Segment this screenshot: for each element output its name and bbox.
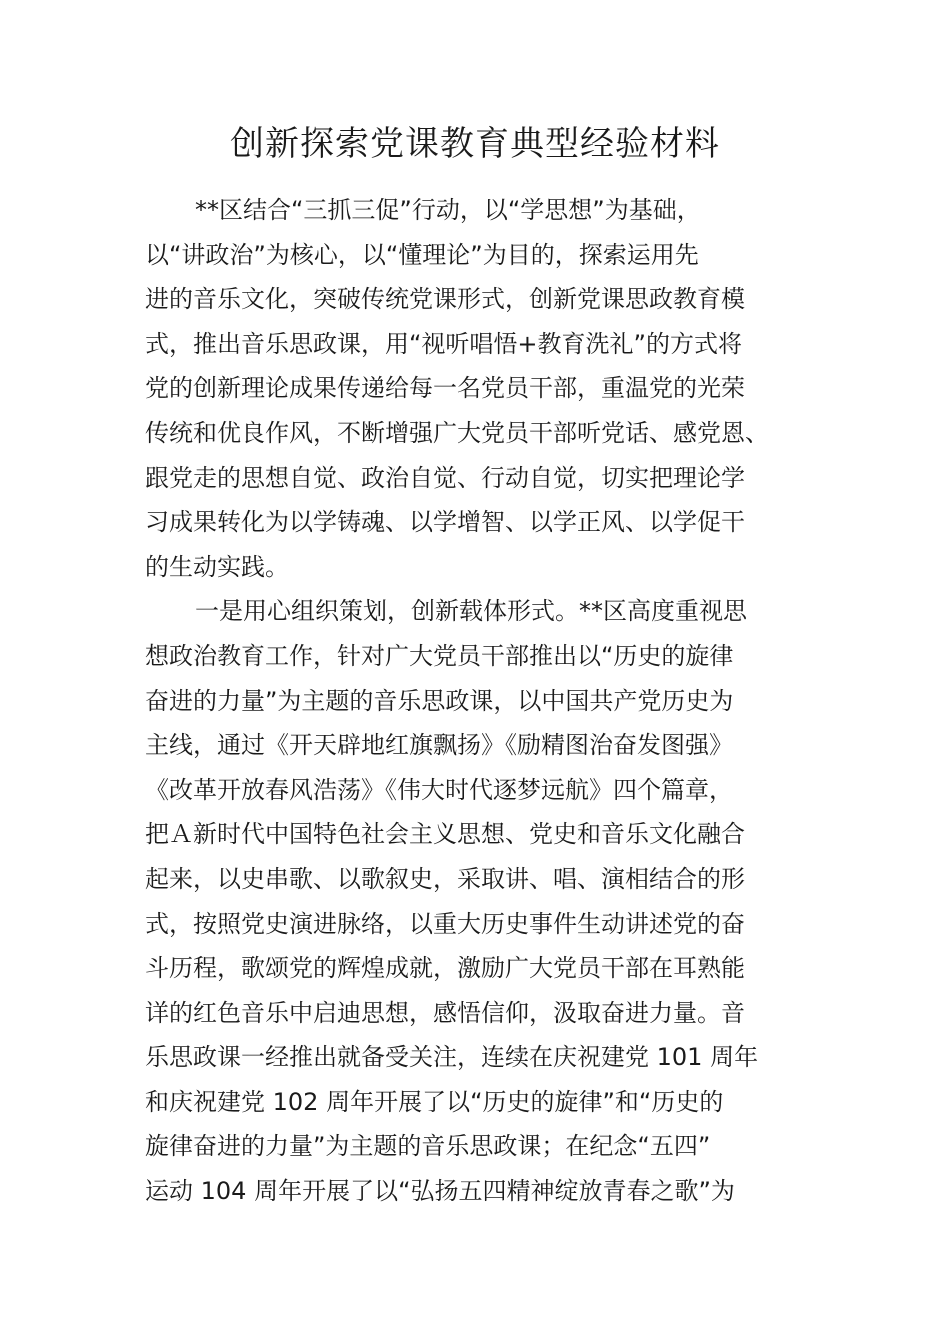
paragraph-2-line-10: 详的红色音乐中启迪思想，感悟信仰，汲取奋进力量。音 (145, 998, 745, 1027)
paragraph-1-line-1: **区结合“三抓三促”行动，以“学思想”为基础， (195, 196, 701, 224)
paragraph-1-line-4: 式，推出音乐思政课，用“视听唱悟+教育洗礼”的方式将 (145, 329, 742, 358)
paragraph-2-line-11: 乐思政课一经推出就备受关注，连续在庆祝建党 101 周年 (145, 1043, 759, 1072)
paragraph-2-line-7: 起来，以史串歌、以歌叙史，采取讲、唱、演相结合的形 (145, 864, 745, 893)
document-body (145, 188, 815, 1214)
paragraph-1-line-9: 的生动实践。 (145, 552, 289, 581)
paragraph-2-line-3: 奋进的力量”为主题的音乐思政课，以中国共产党历史为 (145, 686, 734, 715)
paragraph-1-line-3: 进的音乐文化，突破传统党课形式，创新党课思政教育模 (145, 285, 745, 314)
paragraph-2-line-1: 一是用心组织策划，创新载体形式。**区高度重视思 (195, 597, 747, 626)
paragraph-1-line-8: 习成果转化为以学铸魂、以学增智、以学正风、以学促干 (145, 508, 745, 537)
document-title: 创新探索党课教育典型经验材料 (230, 124, 720, 164)
paragraph-1-line-5: 党的创新理论成果传递给每一名党员干部，重温党的光荣 (145, 374, 745, 403)
paragraph-2-line-12: 和庆祝建党 102 周年开展了以“历史的旋律”和“历史的 (145, 1087, 724, 1116)
paragraph-2-line-4: 主线，通过《开天辟地红旗飘扬》《励精图治奋发图强》 (145, 731, 733, 760)
paragraph-2-line-5: 《改革开放春风浩荡》《伟大时代逐梦远航》四个篇章， (145, 775, 733, 804)
paragraph-2-line-9: 斗历程，歌颂党的辉煌成就，激励广大党员干部在耳熟能 (145, 954, 745, 983)
paragraph-2-line-14: 运动 104 周年开展了以“弘扬五四精神绽放青春之歌”为 (145, 1177, 735, 1206)
paragraph-2-line-8: 式，按照党史演进脉络，以重大历史事件生动讲述党的奋 (145, 909, 745, 938)
paragraph-1-line-7: 跟党走的思想自觉、政治自觉、行动自觉，切实把理论学 (145, 463, 745, 492)
paragraph-2-line-2: 想政治教育工作，针对广大党员干部推出以“历史的旋律 (145, 641, 734, 670)
paragraph-2-line-6: 把Ａ新时代中国特色社会主义思想、党史和音乐文化融合 (145, 820, 745, 849)
paragraph-1-line-2: 以“讲政治”为核心，以“懂理论”为目的，探索运用先 (145, 240, 699, 269)
paragraph-1-line-6: 传统和优良作风，不断增强广大党员干部听党话、感党恩、 (145, 418, 769, 447)
paragraph-2-line-13: 旋律奋进的力量”为主题的音乐思政课；在纪念“五四” (145, 1132, 711, 1161)
